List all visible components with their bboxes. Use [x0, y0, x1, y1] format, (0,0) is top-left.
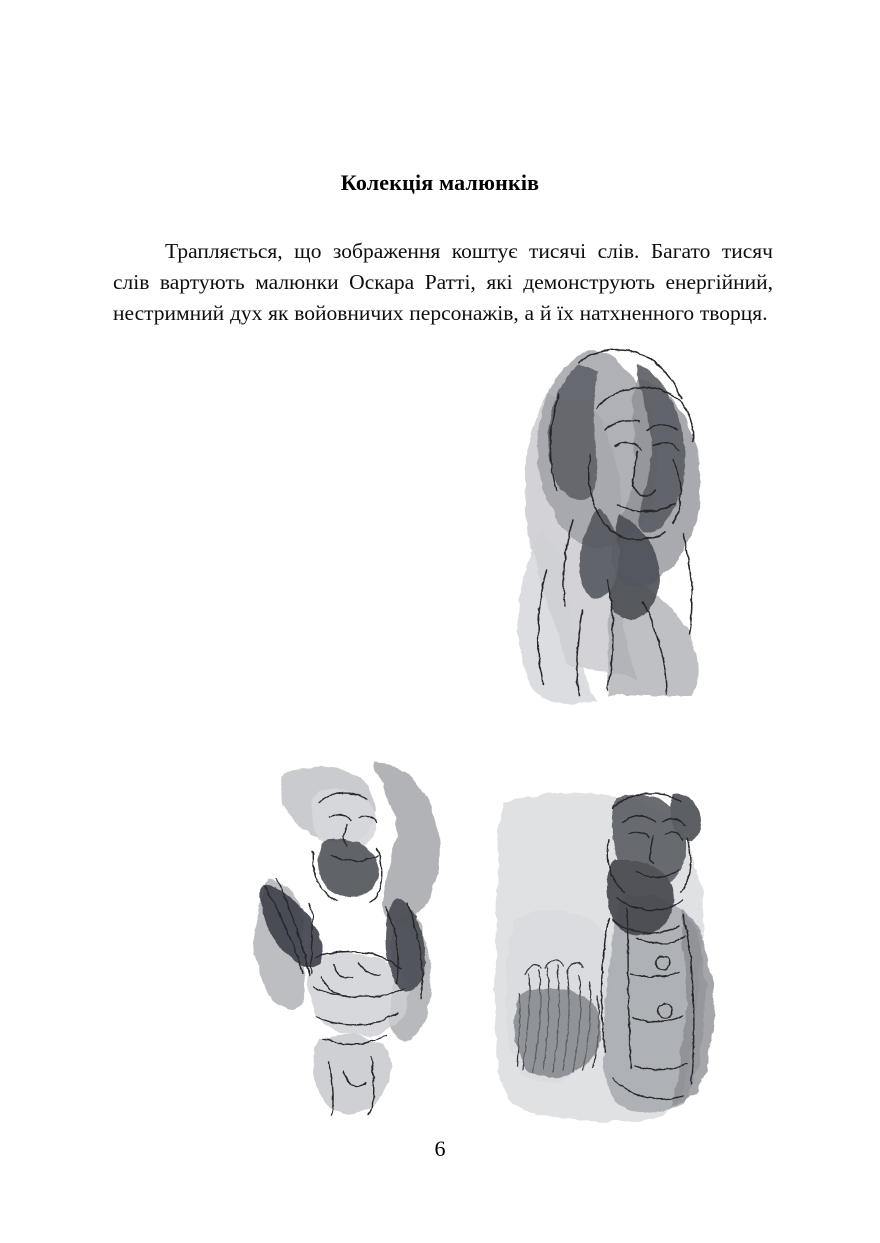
page-title: Колекція малюнків [340, 169, 540, 195]
body-paragraph: Трапляється, що зображення коштує тисячі слів. Багато тисяч слів вартують малюнки Оскара Ратті, які демонструють енергійний, нестримний дух як войовничих персонажів, а й їх натхненного творця. [113, 238, 773, 325]
illustration-standing-warrior [225, 751, 475, 1126]
illustration-warrior-portrait [487, 334, 752, 714]
page-number: 6 [434, 1136, 446, 1161]
illustration-bearded-man [487, 778, 752, 1126]
